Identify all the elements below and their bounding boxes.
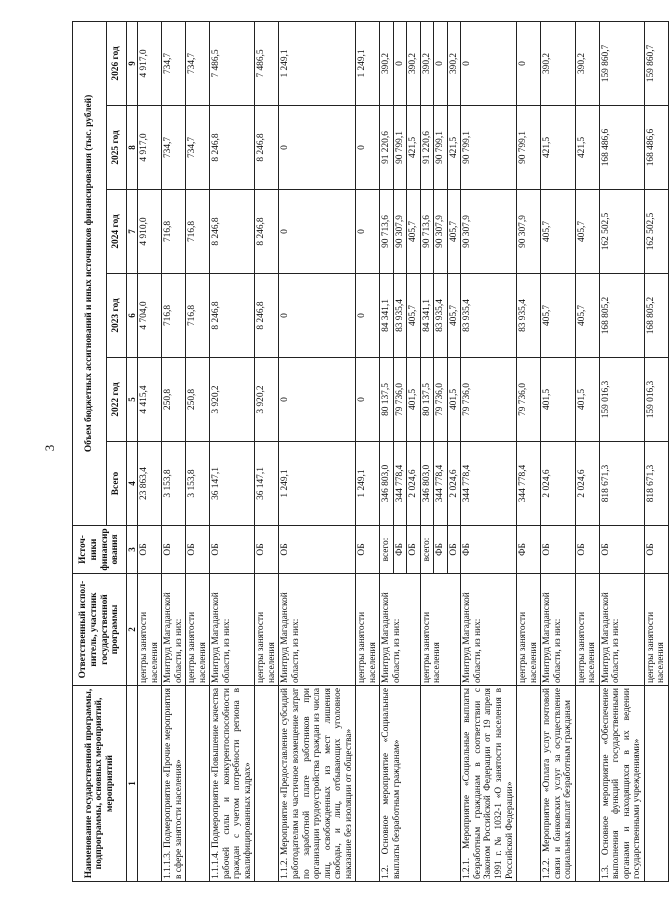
row-value: 0: [434, 21, 448, 105]
row-source: ОБ: [407, 526, 421, 574]
row-source: ОБ: [575, 526, 599, 574]
row-value: 79 736,0: [393, 358, 407, 442]
row-executor: центры занятости населения: [644, 574, 668, 686]
row-value: 90 799,1: [393, 106, 407, 190]
budget-table: [72, 21, 669, 882]
row-value: 346 803,0: [380, 442, 394, 526]
row-value: 344 778,4: [517, 442, 541, 526]
row-executor: Минтруд Магаданской области, из них:: [210, 574, 255, 686]
row-value: 8 246,8: [255, 274, 279, 358]
row-source: ОБ: [279, 526, 356, 574]
row-value: 79 736,0: [461, 358, 517, 442]
row-value: 83 935,4: [434, 274, 448, 358]
row-name: 1.1.1.3. Подмероприятие «Прочие мероприятия в сфере занятости населения»: [162, 686, 186, 882]
row-executor: центры занятости населения: [186, 574, 210, 686]
row-value: 405,7: [447, 190, 461, 274]
row-executor: центры занятости населения: [138, 574, 162, 686]
row-value: 405,7: [447, 274, 461, 358]
row-value: 91 220,6: [380, 106, 394, 190]
row-value: 405,7: [541, 190, 576, 274]
row-name: [356, 686, 380, 882]
row-value: 421,5: [541, 106, 576, 190]
row-source: ОБ: [162, 526, 186, 574]
row-value: 716,8: [186, 190, 210, 274]
row-value: 0: [356, 106, 380, 190]
row-value: 734,7: [186, 106, 210, 190]
table-row: [162, 21, 186, 881]
row-value: 36 147,1: [255, 442, 279, 526]
row-value: 168 805,2: [644, 274, 668, 358]
row-value: 405,7: [407, 190, 421, 274]
row-value: 4 415,4: [138, 358, 162, 442]
row-value: 23 863,4: [138, 442, 162, 526]
row-value: 2 024,6: [541, 442, 576, 526]
row-value: 344 778,4: [434, 442, 448, 526]
row-name: [420, 686, 461, 882]
row-value: 90 799,1: [517, 106, 541, 190]
row-value: 716,8: [186, 274, 210, 358]
row-executor: Минтруд Магаданской области, из них:: [541, 574, 576, 686]
row-executor: Минтруд Магаданской области, из них:: [279, 574, 356, 686]
row-value: 405,7: [575, 274, 599, 358]
row-value: 734,7: [162, 106, 186, 190]
table-row: [356, 21, 380, 881]
row-value: 1 249,1: [279, 442, 356, 526]
table-row: [255, 21, 279, 881]
row-value: 250,8: [186, 358, 210, 442]
row-value: 2 024,6: [407, 442, 421, 526]
row-value: 818 671,3: [644, 442, 668, 526]
table-row: [575, 21, 599, 881]
row-name: [517, 686, 541, 882]
row-value: 346 803,0: [420, 442, 434, 526]
row-value: 0: [356, 358, 380, 442]
page-number: 3: [42, 444, 57, 452]
row-name: 1.2. Основное мероприятие «Социальные выплаты безработным гражданам»: [380, 686, 421, 882]
row-value: 84 341,1: [380, 274, 394, 358]
row-value: 421,5: [447, 106, 461, 190]
table-row: [599, 21, 644, 881]
row-source: всего:: [380, 526, 394, 574]
row-value: 90 799,1: [461, 106, 517, 190]
row-source: ОБ: [356, 526, 380, 574]
row-value: 8 246,8: [210, 106, 255, 190]
row-value: 401,5: [575, 358, 599, 442]
row-value: 84 341,1: [420, 274, 434, 358]
row-name: [138, 686, 162, 882]
row-value: 0: [279, 358, 356, 442]
row-value: 401,5: [541, 358, 576, 442]
row-value: 344 778,4: [393, 442, 407, 526]
row-value: 4 910,0: [138, 190, 162, 274]
table-row: [541, 21, 576, 881]
row-executor: Минтруд Магаданской области, из них:: [599, 574, 644, 686]
row-executor: Минтруд Магаданской области, из них:: [162, 574, 186, 686]
rotated-table-wrapper: [72, 22, 667, 882]
row-value: 159 860,7: [599, 21, 644, 105]
table-row: [644, 21, 668, 881]
column-number: 9: [127, 21, 138, 105]
row-value: 390,2: [575, 21, 599, 105]
row-value: 4 704,0: [138, 274, 162, 358]
row-value: 79 736,0: [434, 358, 448, 442]
column-number: 6: [127, 274, 138, 358]
row-value: 90 799,1: [434, 106, 448, 190]
row-source: ОБ: [138, 526, 162, 574]
row-value: 405,7: [407, 274, 421, 358]
row-value: 0: [393, 21, 407, 105]
row-source: ОБ: [255, 526, 279, 574]
row-value: 80 137,5: [380, 358, 394, 442]
row-value: 0: [356, 274, 380, 358]
row-value: 4 917,0: [138, 106, 162, 190]
row-value: 1 249,1: [356, 442, 380, 526]
row-source: ОБ: [644, 526, 668, 574]
row-value: 716,8: [162, 274, 186, 358]
row-value: 3 153,8: [162, 442, 186, 526]
row-value: 159 016,3: [599, 358, 644, 442]
row-value: 3 920,2: [255, 358, 279, 442]
table-row: [461, 21, 517, 881]
column-number: 4: [127, 442, 138, 526]
row-value: 7 486,5: [210, 21, 255, 105]
row-value: 80 137,5: [420, 358, 434, 442]
row-value: 90 307,9: [461, 190, 517, 274]
column-number: 3: [127, 526, 138, 574]
row-value: 4 917,0: [138, 21, 162, 105]
header-year: 2026 год: [107, 21, 127, 105]
row-value: 83 935,4: [393, 274, 407, 358]
row-value: 390,2: [541, 21, 576, 105]
row-value: 405,7: [541, 274, 576, 358]
row-source: ФБ: [517, 526, 541, 574]
header-year: 2025 год: [107, 106, 127, 190]
row-value: 0: [517, 21, 541, 105]
header-total: Всего: [107, 442, 127, 526]
row-value: 401,5: [447, 358, 461, 442]
row-value: 90 307,9: [517, 190, 541, 274]
row-value: 159 860,7: [644, 21, 668, 105]
row-value: 0: [279, 274, 356, 358]
row-name: 1.2.1. Мероприятие «Социальные выплаты безработным гражданам в соответствии с Законом Российской Федерации от 19 апреля 1991 г. № 1032-1 «О занятости населения в Российской Федерации»: [461, 686, 517, 882]
row-source: всего:: [420, 526, 434, 574]
row-value: 168 486,6: [599, 106, 644, 190]
row-executor: центры занятости населения: [356, 574, 380, 686]
header-funding-group: Объем бюджетных ассигнований и иных источников финансирования (тыс. рублей): [73, 21, 107, 525]
row-name: 1.3. Основное мероприятие «Обеспечение выполнения функций государственными органами и находящихся в их ведении государственными учреждениями»: [599, 686, 644, 882]
header-year: 2022 год: [107, 358, 127, 442]
row-value: 83 935,4: [517, 274, 541, 358]
row-value: 250,8: [162, 358, 186, 442]
header-year: 2023 год: [107, 274, 127, 358]
row-source: ОБ: [599, 526, 644, 574]
row-value: 0: [356, 190, 380, 274]
row-value: 1 249,1: [356, 21, 380, 105]
header-name: Наименование государственной программы, подпрограммы, основных мероприятий, мероприятий: [73, 686, 127, 882]
row-executor: центры занятости населения: [255, 574, 279, 686]
row-value: 91 220,6: [420, 106, 434, 190]
row-value: 734,7: [186, 21, 210, 105]
row-value: 162 502,5: [599, 190, 644, 274]
row-value: 3 920,2: [210, 358, 255, 442]
table-row: [420, 21, 434, 881]
row-value: 390,2: [380, 21, 394, 105]
row-name: 1.2.2. Мероприятие «Оплата услуг почтовой связи и банковских услуг за осуществление социальных выплат безработным гражданам: [541, 686, 576, 882]
column-number: 5: [127, 358, 138, 442]
row-value: 8 246,8: [255, 190, 279, 274]
table-row: [210, 21, 255, 881]
table-row: [138, 21, 162, 881]
row-source: ОБ: [186, 526, 210, 574]
row-value: 401,5: [407, 358, 421, 442]
row-value: 8 246,8: [255, 106, 279, 190]
row-name: [575, 686, 599, 882]
row-value: 0: [279, 190, 356, 274]
row-executor: центры занятости населения: [575, 574, 599, 686]
column-number: 8: [127, 106, 138, 190]
row-value: 0: [461, 21, 517, 105]
column-number: 2: [127, 574, 138, 686]
row-name: 1.1.1.4. Подмероприятие «Повышение качества рабочей силы и конкурентоспособности граждан с учетом потребности региона в квалифицированных кадрах»: [210, 686, 255, 882]
row-value: 159 016,3: [644, 358, 668, 442]
row-executor: Минтруд Магаданской области, из них:: [461, 574, 517, 686]
row-value: 344 778,4: [461, 442, 517, 526]
header-source: Источ-ники финансир ования: [73, 526, 127, 574]
row-name: [186, 686, 210, 882]
row-value: 1 249,1: [279, 21, 356, 105]
row-executor: Минтруд Магаданской области, из них:: [380, 574, 421, 686]
row-source: ФБ: [434, 526, 448, 574]
row-value: 421,5: [407, 106, 421, 190]
row-value: 162 502,5: [644, 190, 668, 274]
row-value: 36 147,1: [210, 442, 255, 526]
row-value: 716,8: [162, 190, 186, 274]
row-source: ФБ: [393, 526, 407, 574]
row-value: 390,2: [447, 21, 461, 105]
row-source: ОБ: [447, 526, 461, 574]
row-value: 818 671,3: [599, 442, 644, 526]
row-source: ФБ: [461, 526, 517, 574]
column-number: 1: [127, 686, 138, 882]
row-value: 421,5: [575, 106, 599, 190]
row-value: 405,7: [575, 190, 599, 274]
header-executor: Ответственный испол-нитель, участник государственной программы: [73, 574, 127, 686]
row-value: 390,2: [420, 21, 434, 105]
row-value: 7 486,5: [255, 21, 279, 105]
row-value: 90 713,6: [420, 190, 434, 274]
row-source: ОБ: [541, 526, 576, 574]
row-value: 79 736,0: [517, 358, 541, 442]
row-value: 168 805,2: [599, 274, 644, 358]
row-name: [255, 686, 279, 882]
row-value: 0: [279, 106, 356, 190]
table-row: [380, 21, 394, 881]
row-value: 734,7: [162, 21, 186, 105]
table-row: [186, 21, 210, 881]
row-value: 90 713,6: [380, 190, 394, 274]
row-value: 2 024,6: [575, 442, 599, 526]
table-row: [517, 21, 541, 881]
table-row: [279, 21, 356, 881]
row-name: [644, 686, 668, 882]
row-executor: центры занятости населения: [420, 574, 461, 686]
table-body: [138, 21, 669, 881]
column-number: 7: [127, 190, 138, 274]
row-value: 83 935,4: [461, 274, 517, 358]
row-source: ОБ: [210, 526, 255, 574]
row-value: 8 246,8: [210, 274, 255, 358]
row-value: 8 246,8: [210, 190, 255, 274]
row-value: 390,2: [407, 21, 421, 105]
row-value: 3 153,8: [186, 442, 210, 526]
row-value: 2 024,6: [447, 442, 461, 526]
row-name: 1.1.2. Мероприятие «Предоставление субсидий работодателям на частичное возмещение затрат по заработной плате работников при организации трудоустройства граждан из числа лиц, освобожденных из мест лишения свободы, и лиц, отбывающих уголовное наказание без изоляции от общества»: [279, 686, 356, 882]
row-value: 90 307,9: [393, 190, 407, 274]
row-executor: центры занятости населения: [517, 574, 541, 686]
row-value: 168 486,6: [644, 106, 668, 190]
header-year: 2024 год: [107, 190, 127, 274]
row-value: 90 307,9: [434, 190, 448, 274]
